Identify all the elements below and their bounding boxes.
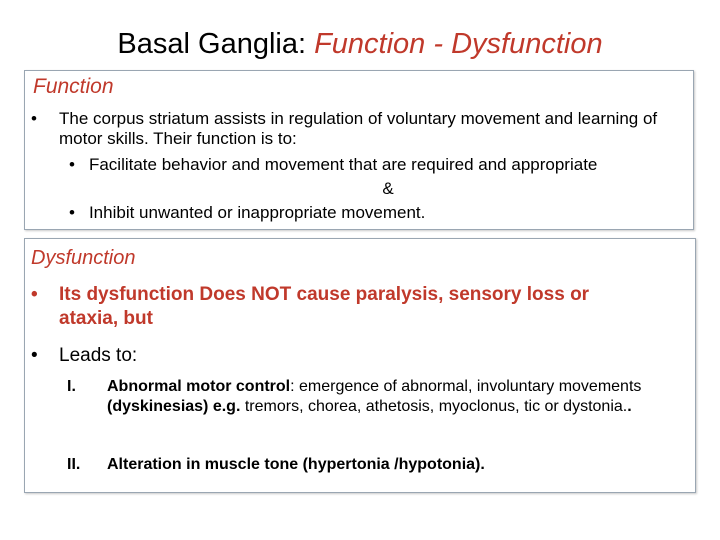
ampersand: &	[382, 179, 394, 198]
list-item-2-text	[107, 455, 687, 475]
bullet-icon: •	[69, 155, 75, 174]
item-1-bold: Abnormal motor control	[107, 378, 291, 395]
title-prefix: Basal Ganglia:	[117, 28, 315, 60]
dysfunction-bullet-2-text: Leads to:	[59, 345, 138, 366]
item-1-bold-2: (dyskinesias) e.g.	[107, 398, 241, 415]
list-item-2-number: II.	[67, 456, 81, 473]
bullet-icon: •	[31, 284, 38, 305]
sub-bullet-1-text: Facilitate behavior and movement that are required and appropriate	[88, 155, 598, 174]
function-sub-bullet-2	[69, 203, 425, 223]
item-1-text-a: : emergence of abnormal, involuntary movements	[290, 378, 642, 395]
dysfunction-heading: Dysfunction	[31, 247, 136, 269]
dysfunction-bullet-2	[31, 344, 137, 368]
function-box	[24, 70, 694, 230]
list-item-1-number: I.	[67, 378, 76, 395]
item-1-text-b: tremors, chorea, athetosis, myoclonus, tic or dystonia.	[240, 398, 628, 415]
item-2-bold: Alteration in muscle tone (hypertonia /hypotonia).	[107, 456, 485, 473]
function-heading: Function	[33, 75, 114, 98]
item-1-period: .	[627, 398, 632, 415]
sub-bullet-2-text: Inhibit unwanted or inappropriate movement.	[88, 203, 426, 222]
function-bullet	[31, 109, 681, 149]
bullet-icon: •	[31, 345, 38, 366]
bullet-icon: •	[69, 203, 75, 222]
dysfunction-bullet-1-text: Its dysfunction Does NOT cause paralysis, sensory loss or ataxia, but	[59, 284, 590, 329]
bullet-icon: •	[31, 109, 37, 128]
list-item-1-text	[107, 377, 687, 417]
page-title	[0, 26, 720, 62]
dysfunction-box	[24, 238, 696, 493]
function-sub-bullet-1	[69, 155, 597, 175]
title-accent: Function - Dysfunction	[314, 28, 603, 60]
function-bullet-text: The corpus striatum assists in regulation of voluntary movement and learning of motor skills. Their function is to:	[59, 109, 658, 148]
dysfunction-bullet-1	[31, 283, 651, 331]
